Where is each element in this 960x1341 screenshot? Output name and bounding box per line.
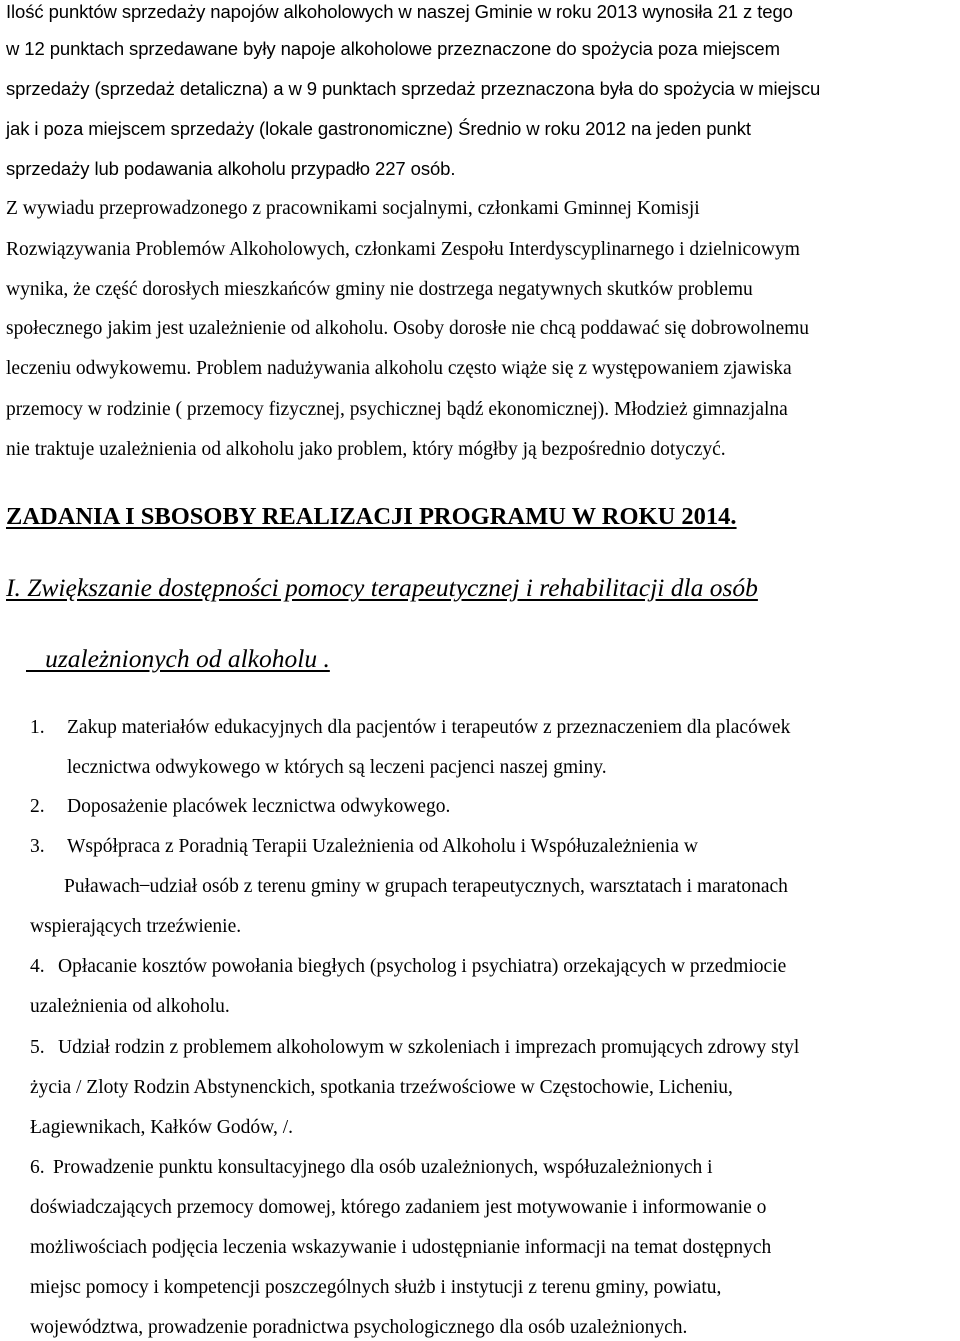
section-heading: I. Zwiększanie dostępności pomocy terapeutycznej i rehabilitacji dla osób xyxy=(6,573,758,602)
list-item-line: Zakup materiałów edukacyjnych dla pacjentów i terapeutów z przeznaczeniem dla placówek xyxy=(67,717,791,738)
list-item-line: lecznictwa odwykowego w których są leczeni pacjenci naszej gminy. xyxy=(67,757,607,778)
section-heading-continuation: uzależnionych od alkoholu . xyxy=(26,644,330,673)
list-item-number: 1. xyxy=(30,717,45,738)
list-item-number: 6. xyxy=(30,1157,45,1178)
list-item-line: doświadczających przemocy domowej, którego zadaniem jest motywowanie i informowanie o xyxy=(30,1197,767,1218)
list-item-line: Prowadzenie punktu konsultacyjnego dla osób uzależnionych, współuzależnionych i xyxy=(53,1157,713,1178)
list-item-line: życia / Zloty Rodzin Abstynenckich, spotkania trzeźwościowe w Częstochowie, Licheniu, xyxy=(30,1077,733,1098)
list-item-number: 3. xyxy=(30,836,45,857)
interview-line: wynika, że część dorosłych mieszkańców gminy nie dostrzega negatywnych skutków problemu xyxy=(6,279,753,300)
interview-line: leczeniu odwykowemu. Problem nadużywania alkoholu często wiąże się z występowaniem zjawiska xyxy=(6,358,792,379)
interview-line: nie traktuje uzależnienia od alkoholu jako problem, który mógłby ją bezpośrednio dotyczyć. xyxy=(6,439,726,460)
intro-line: Ilość punktów sprzedaży napojów alkoholowych w naszej Gminie w roku 2013 wynosiła 21 z tego xyxy=(6,1,793,22)
list-item-line: wspierających trzeźwienie. xyxy=(30,916,242,937)
interview-line: przemocy w rodzinie ( przemocy fizycznej, psychicznej bądź ekonomicznej). Młodzież gimnazjalna xyxy=(6,399,788,420)
intro-line: sprzedaży lub podawania alkoholu przypadło 227 osób. xyxy=(6,158,456,179)
list-item-line: miejsc pomocy i kompetencji poszczególnych służb i instytucji z terenu gminy, powiatu, xyxy=(30,1277,722,1298)
list-item-number: 4. xyxy=(30,956,45,977)
list-item-line: Puławach ̶ udział osób z terenu gminy w grupach terapeutycznych, warsztatach i maratonach xyxy=(64,876,788,897)
main-heading: ZADANIA I SBOSOBY REALIZACJI PROGRAMU W ROKU 2014. xyxy=(6,503,737,530)
interview-line: Rozwiązywania Problemów Alkoholowych, członkami Zespołu Interdyscyplinarnego i dzielnicowym xyxy=(6,239,800,260)
interview-line: społecznego jakim jest uzależnienie od alkoholu. Osoby dorosłe nie chcą poddawać się dobrowolnemu xyxy=(6,318,810,339)
list-item-line: uzależnienia od alkoholu. xyxy=(30,996,230,1017)
list-item-number: 5. xyxy=(30,1037,45,1058)
intro-line: sprzedaży (sprzedaż detaliczna) a w 9 punktach sprzedaż przeznaczona była do spożycia w miejscu xyxy=(6,78,821,99)
interview-line: Z wywiadu przeprowadzonego z pracownikami socjalnymi, członkami Gminnej Komisji xyxy=(6,198,700,219)
list-item-line: Udział rodzin z problemem alkoholowym w szkoleniach i imprezach promujących zdrowy styl xyxy=(58,1037,800,1058)
list-item-number: 2. xyxy=(30,796,45,817)
list-item-line: Doposażenie placówek lecznictwa odwykowego. xyxy=(67,796,451,817)
list-item-line: Łagiewnikach, Kałków Godów, /. xyxy=(30,1117,294,1138)
list-item-line: Opłacanie kosztów powołania biegłych (psycholog i psychiatra) orzekających w przedmiocie xyxy=(58,956,787,977)
intro-line: jak i poza miejscem sprzedaży (lokale gastronomiczne) Średnio w roku 2012 na jeden punkt xyxy=(6,118,751,139)
list-item-line: województwa, prowadzenie poradnictwa psychologicznego dla osób uzależnionych. xyxy=(30,1317,688,1338)
list-item-line: możliwościach podjęcia leczenia wskazywanie i udostępnianie informacji na temat dostępnych xyxy=(30,1237,772,1258)
list-item-line: Współpraca z Poradnią Terapii Uzależnienia od Alkoholu i Współuzależnienia w xyxy=(67,836,698,857)
intro-line: w 12 punktach sprzedawane były napoje alkoholowe przeznaczone do spożycia poza miejscem xyxy=(6,38,780,59)
